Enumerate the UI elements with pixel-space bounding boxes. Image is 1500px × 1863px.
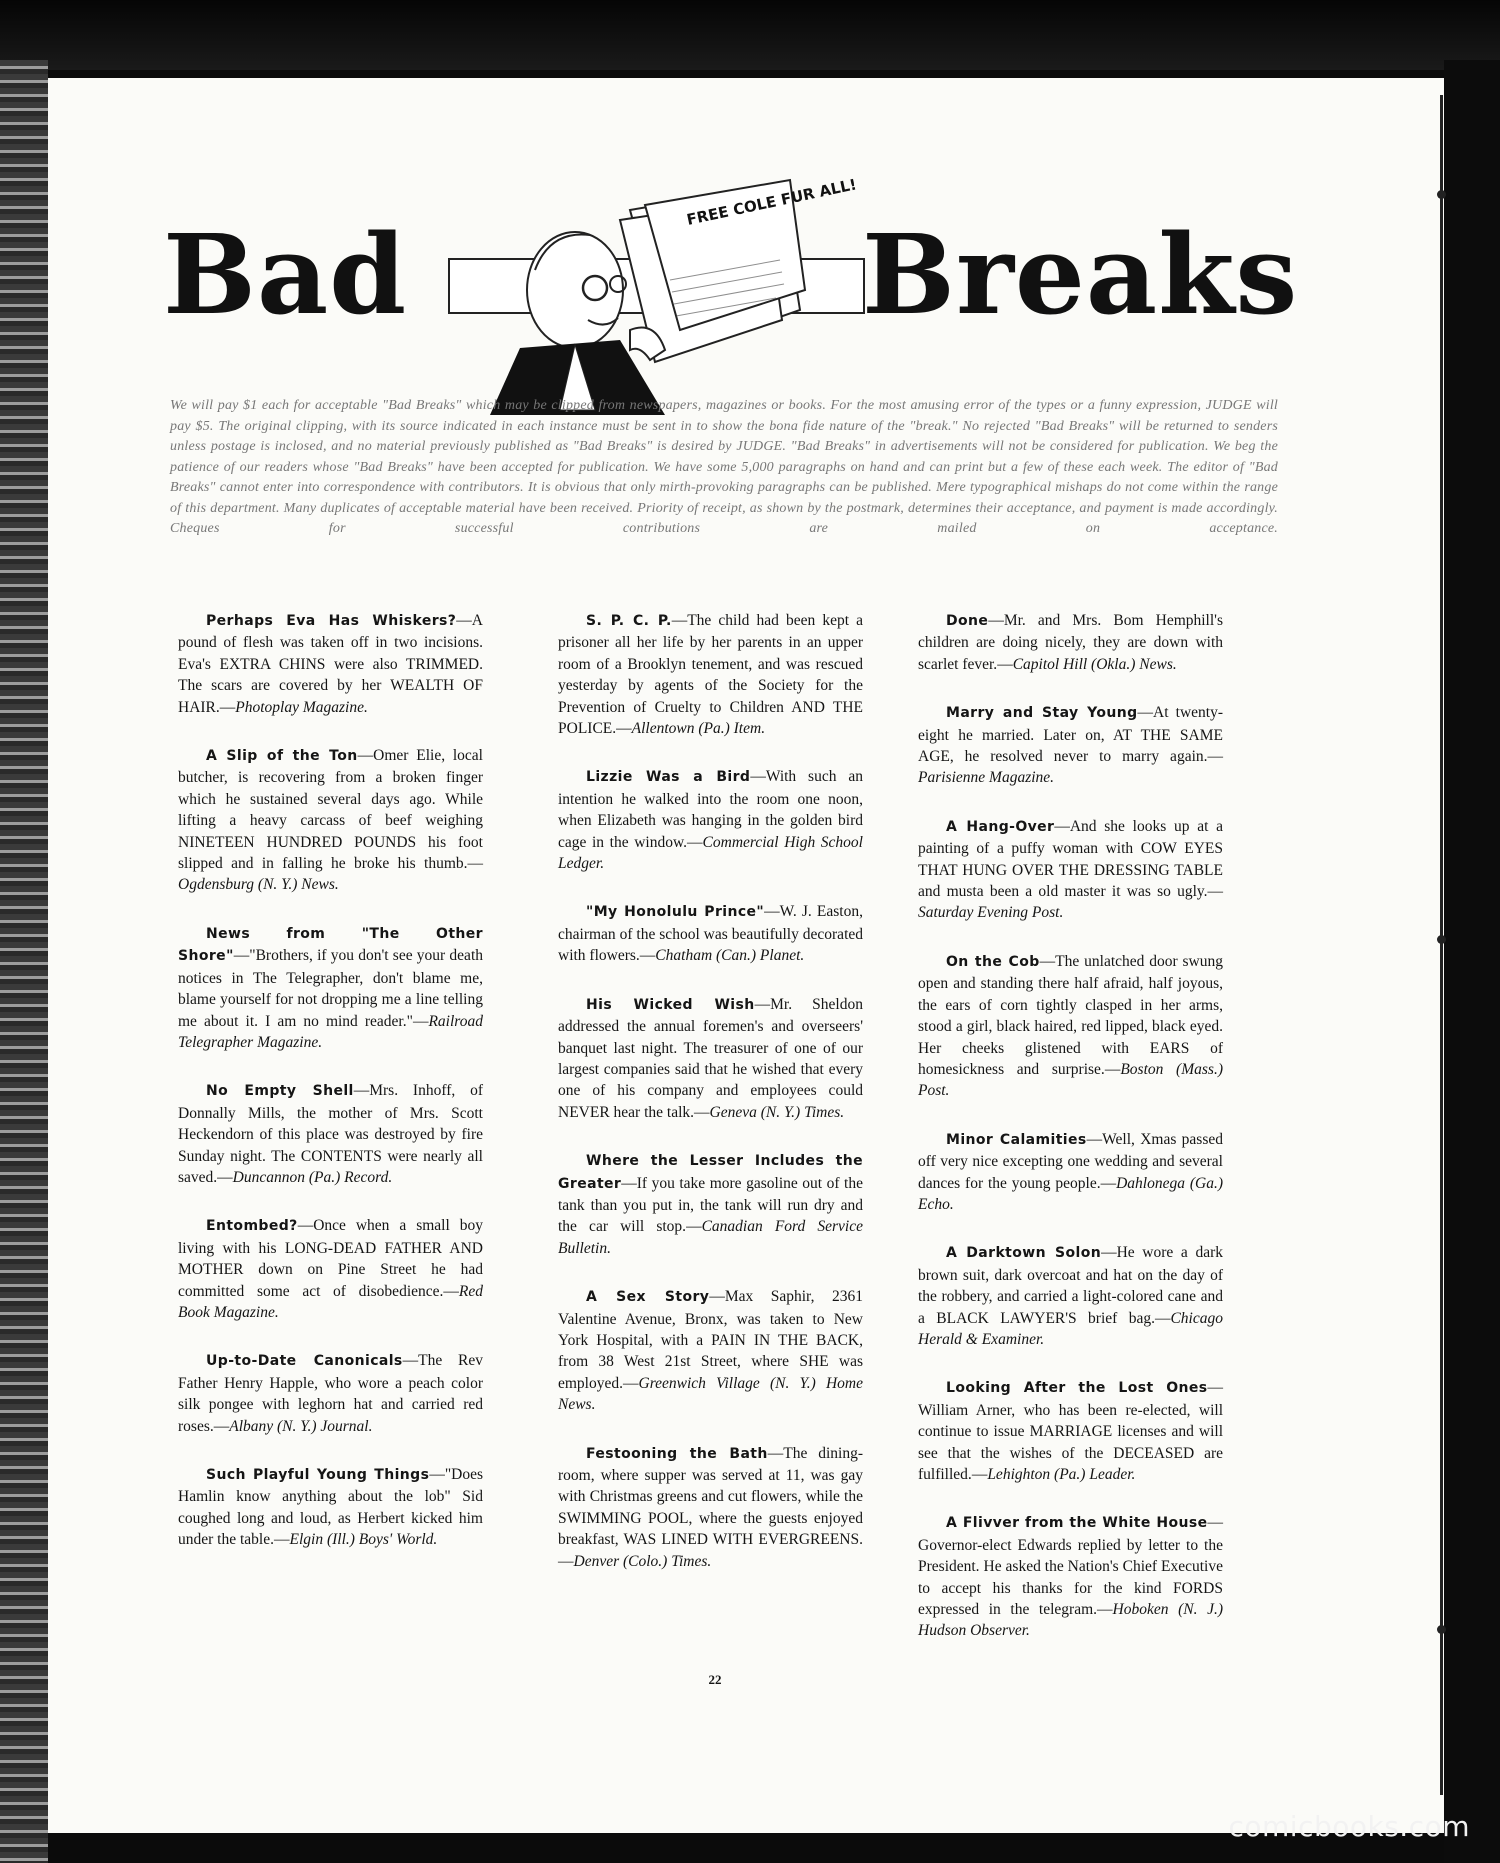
item-source: Red Book Magazine. — [178, 1282, 483, 1321]
item-heading: Looking After the Lost Ones — [946, 1380, 1208, 1397]
item-body: He wore a dark brown suit, dark overcoat and hat on the day of the robbery, and carried a light-colored cane and a BLACK LAWYER'S brief bag. — [918, 1244, 1223, 1327]
item-body: Max Saphir, 2361 Valentine Avenue, Bronx, was taken to New York Hospital, with a PAIN IN THE BACK, from 38 West 21st Street, where SHE was employed. — [558, 1288, 863, 1392]
bad-break-item: His Wicked Wish—Mr. Sheldon addressed the annual foremen's and overseers' banquet last night. The treasurer of one of our largest companies said that he wished that every one of his company and employees could NEVER hear the talk.—Geneva (N. Y.) Times. — [558, 995, 863, 1121]
bad-break-item: Minor Calamities—Well, Xmas passed off very nice excepting one wedding and several dances for the young people.—Dahlonega (Ga.) Echo. — [918, 1130, 1224, 1213]
item-heading: Done — [946, 613, 989, 629]
item-source: Chicago Herald & Examiner. — [918, 1309, 1223, 1348]
bad-break-item: Up-to-Date Canonicals—The Rev Father Henry Happle, who wore a peach color silk pongee with leghorn hat and carried red roses.—Albany (N. Y.) Journal. — [178, 1352, 483, 1435]
page-number: 22 — [708, 1672, 722, 1687]
bad-break-item: Marry and Stay Young—At twenty-eight he married. Later on, AT THE SAME AGE, he resolved never to marry again.—Parisienne Magazine. — [918, 704, 1223, 787]
item-body: Governor-elect Edwards replied by letter to the President. He asked the Nation's Chief Executive to accept his thanks for the kind FORDS expressed in the telegram. — [918, 1536, 1223, 1619]
item-body: "Does Hamlin know anything about the lob" Sid coughed long and loud, as Herbert kicked him under the table. — [178, 1466, 483, 1549]
bad-break-item: "My Honolulu Prince"—W. J. Easton, chairman of the school was beautifully decorated with flowers.—Chatham (Can.) Planet. — [558, 903, 863, 965]
scan-edge-right — [1444, 60, 1500, 1863]
bad-break-item: No Empty Shell—Mrs. Inhoff, of Donnally Mills, the mother of Mrs. Scott Heckendorn of this place was destroyed by fire Sunday night. The CONTENTS were nearly all saved.—Duncannon (Pa.) Record. — [178, 1082, 483, 1186]
bad-break-item: Such Playful Young Things—"Does Hamlin know anything about the lob" Sid coughed long and loud, as Herbert kicked him under the table.—Elgin (Ill.) Boys' World. — [178, 1466, 483, 1549]
item-source: Capitol Hill (Okla.) News. — [1012, 655, 1177, 673]
item-source: Saturday Evening Post. — [918, 904, 1064, 922]
item-source: Duncannon (Pa.) Record. — [232, 1168, 393, 1186]
newspaper-reader-illustration — [480, 175, 859, 415]
item-heading: Lizzie Was a Bird — [586, 769, 751, 786]
column-2 — [558, 610, 863, 1599]
bad-break-item: Festooning the Bath—The dining-room, where supper was served at 11, was gay with Christmas greens and cut flowers, while the SWIMMING POOL, where the guests enjoyed breakfast, WAS LINED WITH EVERGREENS.—Denver (Colo.) Times. — [558, 1444, 863, 1570]
item-heading: Entombed? — [206, 1218, 298, 1235]
item-body: The Rev Father Henry Happle, who wore a peach color silk pongee with leghorn hat and carried red roses. — [178, 1352, 483, 1435]
item-heading: A Darktown Solon — [946, 1245, 1102, 1262]
item-source: Canadian Ford Service Bulletin. — [558, 1218, 863, 1257]
bad-break-item: Done—Mr. and Mrs. Bom Hemphill's children are doing nicely, they are down with scarlet fever.—Capitol Hill (Okla.) News. — [918, 612, 1223, 673]
item-body: The dining-room, where supper was served at 11, was gay with Christmas greens and cut flowers, while the SWIMMING POOL, where the guests enjoyed breakfast, WAS LINED WITH EVERGREENS. — [558, 1444, 863, 1549]
item-body: Once when a small boy living with his LONG-DEAD FATHER AND MOTHER down on Pine Street he had committed some act of disobedience. — [178, 1217, 483, 1300]
item-body: If you take more gasoline out of the tank than you put in, the tank will run dry and the car will stop. — [558, 1174, 863, 1236]
item-body: Mr. Sheldon addressed the annual foremen's and overseers' banquet last night. The treasurer of one of our largest companies said that he wished that every one of his company and employees could NEVER hear the talk. — [558, 995, 863, 1121]
item-source: Geneva (N. Y.) Times. — [709, 1103, 845, 1121]
item-heading: No Empty Shell — [206, 1083, 354, 1100]
edge-mark — [1437, 935, 1446, 944]
item-body: Omer Elie, local butcher, is recovering from a broken finger which he sustained several days ago. While lifting a heavy carcass of beef weighing NINETEEN HUNDRED POUNDS his foot slipped and in falling he broke his thumb. — [178, 747, 483, 873]
bad-break-item: Entombed?—Once when a small boy living with his LONG-DEAD FATHER AND MOTHER down on Pine Street he had committed some act of disobedience.—Red Book Magazine. — [178, 1217, 483, 1321]
item-heading: A Sex Story — [586, 1289, 710, 1306]
item-source: Commercial High School Ledger. — [558, 833, 863, 873]
item-heading: Up-to-Date Canonicals — [206, 1353, 403, 1370]
title-bad: Bad — [163, 210, 408, 339]
item-body: With such an intention he walked into the room one noon, when Elizabeth was hanging in the golden bird cage in the window. — [558, 768, 863, 851]
item-body: W. J. Easton, chairman of the school was beautifully decorated with flowers. — [558, 903, 863, 965]
item-body: Well, Xmas passed off very nice excepting one wedding and several dances for the young people. — [918, 1130, 1224, 1192]
item-body: William Arner, who has been re-elected, will continue to issue MARRIAGE licenses and will see that the wishes of the DECEASED are fulfilled. — [918, 1401, 1223, 1483]
item-body: "Brothers, if you don't see your death notices in The Telegrapher, don't blame me, blame yourself for not dropping me a line telling me about it. I am no mind reader." — [178, 947, 483, 1030]
item-heading: Where the Lesser Includes the Greater — [558, 1153, 863, 1192]
edge-mark — [1437, 1625, 1446, 1634]
site-watermark: comicbooks.com — [1228, 1810, 1470, 1843]
item-source: Allentown (Pa.) Item. — [631, 720, 766, 738]
item-source: Railroad Telegrapher Magazine. — [178, 1012, 483, 1051]
item-body: Mr. and Mrs. Bom Hemphill's children are doing nicely, they are down with scarlet fever. — [918, 612, 1223, 673]
item-source: Elgin (Ill.) Boys' World. — [289, 1531, 438, 1549]
page-edge-rule — [1440, 95, 1443, 1795]
item-body: At twenty-eight he married. Later on, AT THE SAME AGE, he resolved never to marry again. — [918, 704, 1223, 766]
item-heading: Festooning the Bath — [586, 1445, 768, 1462]
bad-break-item: S. P. C. P.—The child had been kept a prisoner all her life by her parents in an upper room of a Brooklyn tenement, and was rescued yesterday by agents of the Society for the Prevention of Cruelty to Children AND THE POLICE.—Allentown (Pa.) Item. — [558, 612, 863, 738]
bad-break-item: Looking After the Lost Ones—William Arner, who has been re-elected, will continue to issue MARRIAGE licenses and will see that the wishes of the DECEASED are fulfilled.—Lehighton (Pa.) Leader. — [918, 1379, 1223, 1483]
item-body: And she looks up at a painting of a puffy woman with COW EYES THAT HUNG OVER THE DRESSING TABLE and musta been a old master it was so ugly. — [918, 817, 1224, 901]
scan-top-border — [0, 0, 1500, 70]
item-source: Dahlonega (Ga.) Echo. — [918, 1174, 1223, 1213]
item-body: The child had been kept a prisoner all her life by her parents in an upper room of a Brooklyn tenement, and was rescued yesterday by agents of the Society for the Prevention of Cruelty to Children AND THE POLICE. — [558, 612, 863, 738]
item-source: Photoplay Magazine. — [235, 698, 368, 716]
item-heading: A Flivver from the White House — [946, 1515, 1208, 1532]
item-heading: A Slip of the Ton — [206, 748, 358, 765]
item-body: Mrs. Inhoff, of Donnally Mills, the mother of Mrs. Scott Heckendorn of this place was destroyed by fire Sunday night. The CONTENTS were nearly all saved. — [178, 1082, 483, 1186]
item-source: Chatham (Can.) Planet. — [655, 947, 805, 965]
item-heading: On the Cob — [946, 953, 1040, 970]
bad-break-item: Perhaps Eva Has Whiskers?—A pound of flesh was taken off in two incisions. Eva's EXTRA CHINS were also TRIMMED. The scars are covered by her WEALTH OF HAIR.—Photoplay Magazine. — [178, 612, 483, 716]
edge-mark — [1437, 190, 1446, 199]
bad-break-item: A Slip of the Ton—Omer Elie, local butcher, is recovering from a broken finger which he sustained several days ago. While lifting a heavy carcass of beef weighing NINETEEN HUNDRED POUNDS his foot slipped and in falling he broke his thumb.—Ogdensburg (N. Y.) News. — [178, 747, 483, 894]
item-source: Hoboken (N. J.) Hudson Observer. — [918, 1601, 1223, 1640]
item-source: Lehighton (Pa.) Leader. — [987, 1466, 1136, 1483]
bad-break-item: A Hang-Over—And she looks up at a painting of a puffy woman with COW EYES THAT HUNG OVER THE DRESSING TABLE and musta been a old master it was so ugly.—Saturday Evening Post. — [918, 817, 1224, 922]
item-heading: Such Playful Young Things — [206, 1467, 430, 1483]
item-heading: News from "The Other Shore" — [178, 925, 483, 965]
item-heading: "My Honolulu Prince" — [586, 904, 765, 921]
item-source: Denver (Colo.) Times. — [573, 1552, 712, 1570]
bad-break-item: Where the Lesser Includes the Greater—If you take more gasoline out of the tank than you put in, the tank will run dry and the car will stop.—Canadian Ford Service Bulletin. — [558, 1153, 863, 1257]
item-body: The unlatched door swung open and standing there half afraid, half joyous, the ears of corn tightly clasped in her arms, stood a girl, black haired, red lipped, black eyed. Her cheeks glistened with EARS of homesickness and surprise. — [918, 952, 1223, 1078]
column-1 — [178, 610, 483, 1578]
item-heading: A Hang-Over — [946, 818, 1055, 835]
item-source: Parisienne Magazine. — [918, 769, 1055, 787]
title-breaks: Breaks — [862, 210, 1299, 339]
bad-break-item: A Flivver from the White House—Governor-elect Edwards replied by letter to the President. He asked the Nation's Chief Executive to accept his thanks for the kind FORDS expressed in the telegram.—Hoboken (N. J.) Hudson Observer. — [918, 1514, 1223, 1640]
item-source: Boston (Mass.) Post. — [918, 1060, 1223, 1100]
bad-break-item: News from "The Other Shore"—"Brothers, if you don't see your death notices in The Telegrapher, don't blame me, blame yourself for not dropping me a line telling me about it. I am no mind reader."—Railroad Telegrapher Magazine. — [178, 925, 483, 1051]
bad-break-item: On the Cob—The unlatched door swung open and standing there half afraid, half joyous, the ears of corn tightly clasped in her arms, stood a girl, black haired, red lipped, black eyed. Her cheeks glistened with EARS of homesickness and surprise.—Boston (Mass.) Post. — [918, 952, 1223, 1100]
bad-break-item: Lizzie Was a Bird—With such an intention he walked into the room one noon, when Elizabeth was hanging in the golden bird cage in the window.—Commercial High School Ledger. — [558, 768, 863, 873]
newspaper-headline: FREE COLE FUR ALL! — [685, 175, 859, 229]
intro-notice: We will pay $1 each for acceptable "Bad Breaks" which may be clipped from newspapers, magazines or books. For the most amusing error of the types or a funny expression, JUDGE will pay $5. The original clipping, with its source indicated in each instance must be sent in to show the bona fide nature of the "break." No rejected "Bad Breaks" will be returned to senders unless postage is inclosed, and no material previously published as "Bad Breaks" is desired by JUDGE. "Bad Breaks" in advertisements will not be considered for publication. We beg the patience of our readers whose "Bad Breaks" have been accepted for publication. We have some 5,000 paragraphs on hand and can print but a few of these each week. The editor of "Bad Breaks" cannot enter into correspondence with contributors. It is obvious that only mirth-provoking paragraphs can be published. Mere typographical mishaps do not come within the range of this department. Many duplicates of acceptable material have been received. Priority of receipt, as shown by the postmark, determines their acceptance, and payment is made accordingly. Cheques for successful contributions are mailed on acceptance. — [170, 398, 1278, 536]
item-source: Albany (N. Y.) Journal. — [229, 1417, 373, 1435]
item-body: A pound of flesh was taken off in two incisions. Eva's EXTRA CHINS were also TRIMMED. The scars are covered by her WEALTH OF HAIR. — [178, 612, 483, 716]
item-heading: His Wicked Wish — [586, 996, 755, 1013]
item-source: Greenwich Village (N. Y.) Home News. — [558, 1374, 863, 1414]
column-3 — [918, 610, 1223, 1669]
item-heading: Perhaps Eva Has Whiskers? — [206, 613, 457, 629]
bad-break-item: A Darktown Solon—He wore a dark brown suit, dark overcoat and hat on the day of the robbery, and carried a light-colored cane and a BLACK LAWYER'S brief bag.—Chicago Herald & Examiner. — [918, 1244, 1223, 1348]
item-heading: Marry and Stay Young — [946, 705, 1138, 722]
binding-edge-left — [0, 60, 48, 1863]
bad-break-item: A Sex Story—Max Saphir, 2361 Valentine Avenue, Bronx, was taken to New York Hospital, with a PAIN IN THE BACK, from 38 West 21st Street, where SHE was employed.—Greenwich Village (N. Y.) Home News. — [558, 1288, 863, 1414]
item-heading: Minor Calamities — [946, 1131, 1087, 1148]
item-heading: S. P. C. P. — [586, 613, 672, 629]
item-source: Ogdensburg (N. Y.) News. — [178, 876, 339, 894]
